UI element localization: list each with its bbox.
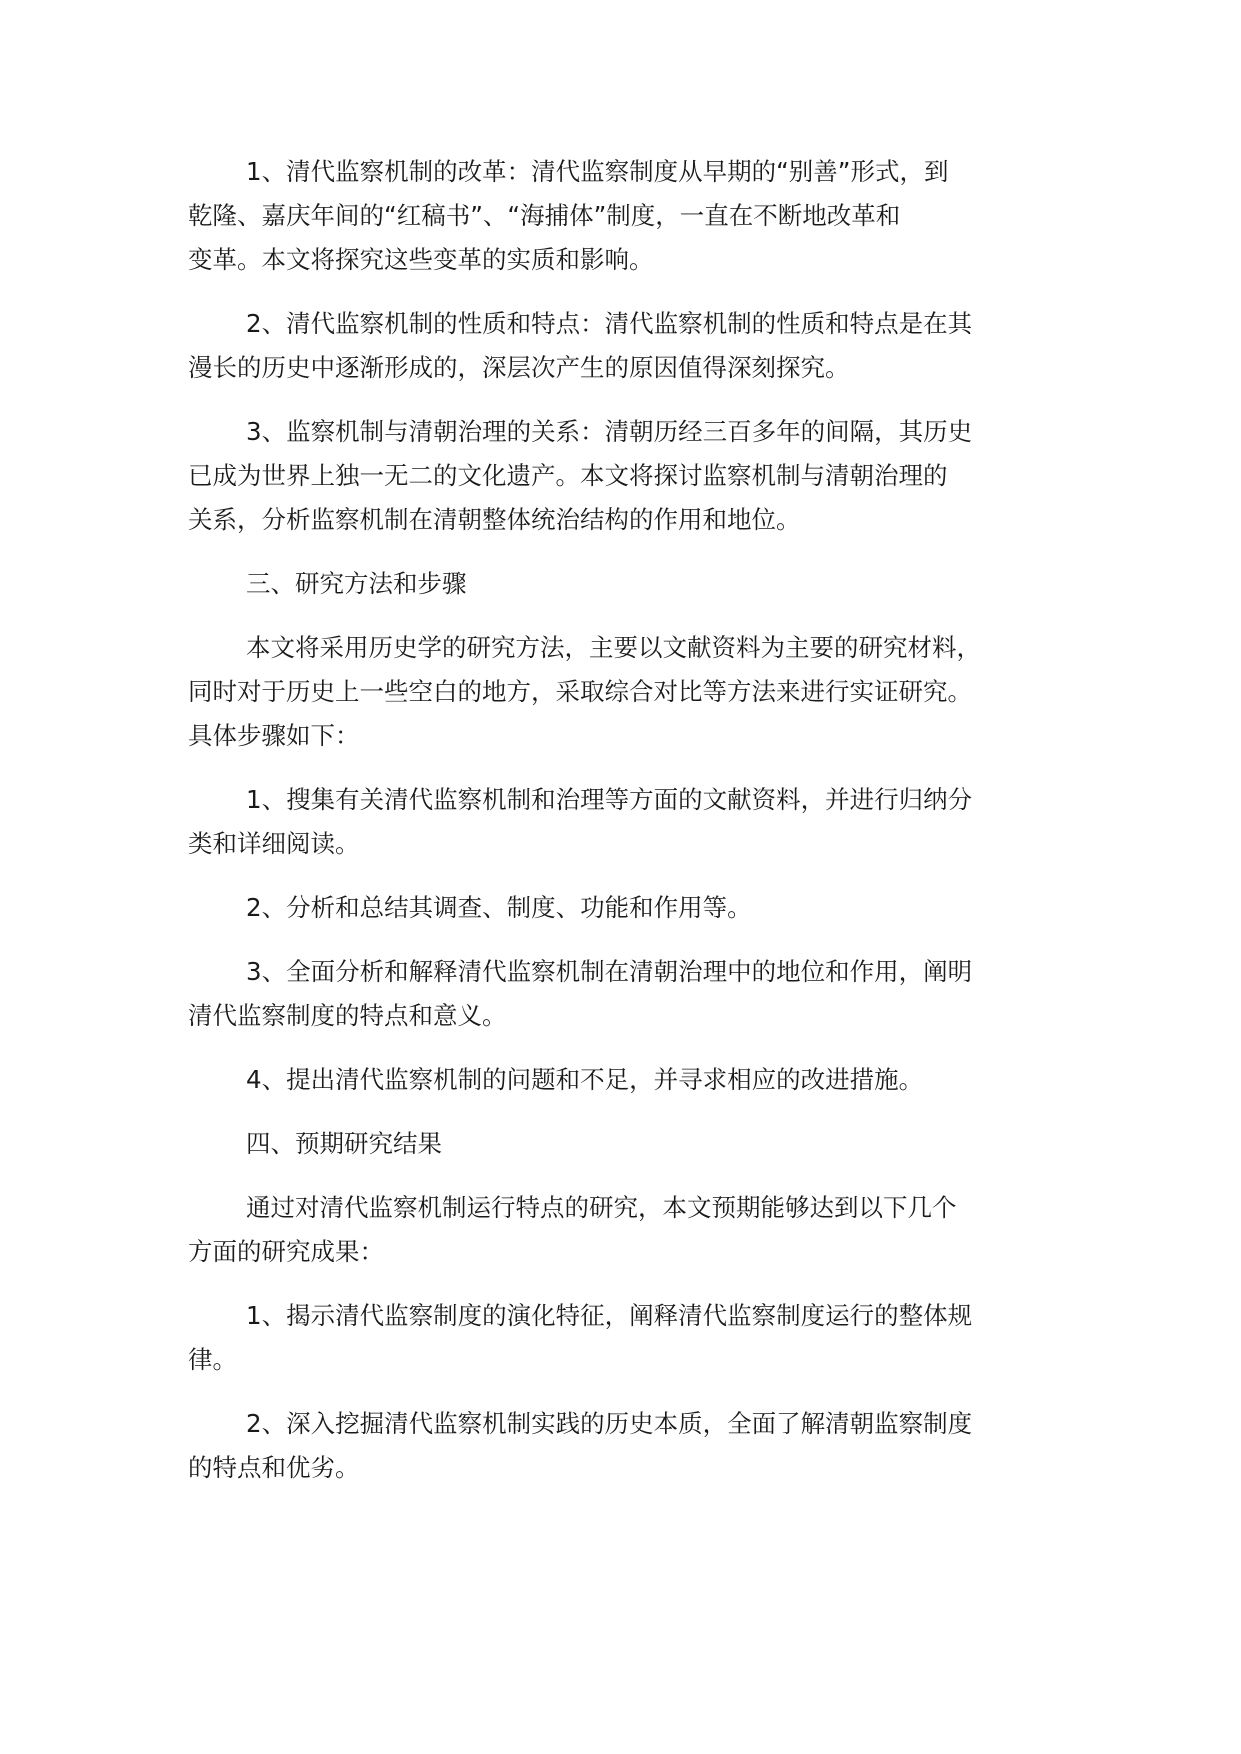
text-line: 1、搜集有关清代监察机制和治理等方面的文献资料，并进行归纳分 [246, 785, 973, 814]
text-line: 四、预期研究结果 [246, 1129, 442, 1158]
text-line: 类和详细阅读。 [188, 829, 360, 858]
section-heading-results [188, 1122, 1088, 1166]
result-item-2 [188, 1402, 1088, 1490]
paragraph-governance [188, 410, 1088, 542]
text-line: 2、清代监察机制的性质和特点：清代监察机制的性质和特点是在其 [246, 309, 973, 338]
section-heading-methods [188, 562, 1088, 606]
text-line: 同时对于历史上一些空白的地方，采取综合对比等方法来进行实证研究。 [188, 677, 972, 706]
text-line: 的特点和优劣。 [188, 1453, 360, 1482]
paragraph-results-intro [188, 1186, 1088, 1274]
text-line: 本文将采用历史学的研究方法，主要以文献资料为主要的研究材料， [246, 633, 981, 662]
text-line: 3、全面分析和解释清代监察机制在清朝治理中的地位和作用，阐明 [246, 957, 973, 986]
paragraph-methods [188, 626, 1088, 758]
text-line: 律。 [188, 1345, 237, 1374]
step-item-1 [188, 778, 1088, 866]
text-line: 2、分析和总结其调查、制度、功能和作用等。 [246, 893, 752, 922]
text-line: 具体步骤如下： [188, 721, 360, 750]
text-line: 关系，分析监察机制在清朝整体统治结构的作用和地位。 [188, 505, 801, 534]
paragraph-reform [188, 150, 1088, 282]
text-line: 三、研究方法和步骤 [246, 569, 467, 598]
text-line: 方面的研究成果： [188, 1237, 384, 1266]
paragraph-nature [188, 302, 1088, 390]
text-line: 变革。本文将探究这些变革的实质和影响。 [188, 245, 654, 274]
step-item-3 [188, 950, 1088, 1038]
document-body [188, 150, 1088, 1510]
text-line: 清代监察制度的特点和意义。 [188, 1001, 507, 1030]
step-item-4 [188, 1058, 1088, 1102]
text-line: 通过对清代监察机制运行特点的研究，本文预期能够达到以下几个 [246, 1193, 957, 1222]
text-line: 乾隆、嘉庆年间的“红稿书”、“海捕体”制度，一直在不断地改革和 [188, 201, 901, 230]
result-item-1 [188, 1294, 1088, 1382]
text-line: 已成为世界上独一无二的文化遗产。本文将探讨监察机制与清朝治理的 [188, 461, 948, 490]
text-line: 2、深入挖掘清代监察机制实践的历史本质，全面了解清朝监察制度 [246, 1409, 973, 1438]
text-line: 3、监察机制与清朝治理的关系：清朝历经三百多年的间隔，其历史 [246, 417, 973, 446]
text-line: 1、清代监察机制的改革：清代监察制度从早期的“别善”形式，到 [246, 157, 949, 186]
text-line: 漫长的历史中逐渐形成的，深层次产生的原因值得深刻探究。 [188, 353, 850, 382]
text-line: 4、提出清代监察机制的问题和不足，并寻求相应的改进措施。 [246, 1065, 924, 1094]
text-line: 1、揭示清代监察制度的演化特征，阐释清代监察制度运行的整体规 [246, 1301, 973, 1330]
step-item-2 [188, 886, 1088, 930]
